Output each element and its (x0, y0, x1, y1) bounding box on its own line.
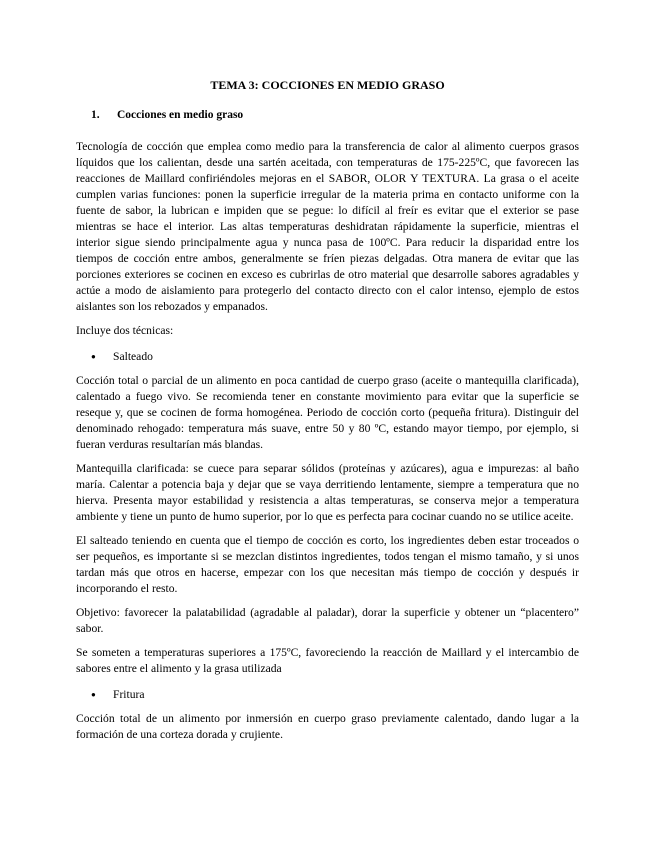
bullet-icon: ● (91, 352, 96, 361)
bullet-salteado (91, 349, 579, 365)
bullet-fritura-label: Fritura (113, 688, 145, 701)
intro-paragraph: Tecnología de cocción que emplea como medio para la transferencia de calor al alimento cuerpos grasos líquidos que los calientan, desde una sartén aceitada, con temperaturas de 175-225ºC, que favorecen las reacciones de Maillard confiriéndoles mejoras en el SABOR, OLOR Y TEXTURA. La grasa o el aceite cumplen varias funciones: ponen la superficie irregular de la materia prima en contacto uniforme con la fuente de sabor, la lubrican e impiden que se pegue: lo difícil al freír es evitar que el exterior se pase mientras se hace el interior. Las altas temperaturas deshidratan rápidamente la superficie, mientras el interior sigue siendo principalmente agua y nunca pasa de 100ºC. Para reducir la disparidad entre los tiempos de cocción entre ambos, generalmente se fríen piezas delgadas. Otra manera de evitar que las porciones exteriores se cocinen en exceso es cubrirlas de otro material que desarrolle sabores agradables y actúe a modo de aislamiento para protegerlo del contacto directo con el calor intenso, ejemplo de estos aislantes son los rebozados y empanados. (76, 140, 579, 313)
bullet-fritura (91, 687, 579, 703)
mantequilla-paragraph: Mantequilla clarificada: se cuece para separar sólidos (proteínas y azúcares), agua e impurezas: al baño maría. Calentar a potencia baja y dejar que se vaya derritiendo lentamente, siempre a temperatura que no hierva. Presenta mayor estabilidad y resistencia a altas temperaturas, se conserva mejor a temperatura ambiente y tiene un punto de humo superior, por lo que es perfecta para cocinar cuando no se utilice aceite. (76, 462, 579, 523)
document-title: TEMA 3: COCCIONES EN MEDIO GRASO (210, 78, 445, 92)
salteado-ingredients-paragraph: El salteado teniendo en cuenta que el tiempo de cocción es corto, los ingredientes deben estar troceados o ser pequeños, es importante si se mezclan distintos ingredientes, todos tengan el mismo tamaño, y si unos tardan más que otros en hacerse, empezar con los que necesitan más tiempo de cocción y después ir incorporando el resto. (76, 534, 579, 595)
bullet-salteado-label: Salteado (113, 350, 153, 363)
temperatura-paragraph: Se someten a temperaturas superiores a 175ºC, favoreciendo la reacción de Maillard y el intercambio de sabores entre el alimento y la grasa utilizada (76, 646, 579, 675)
salteado-definition: Cocción total o parcial de un alimento en poca cantidad de cuerpo graso (aceite o mantequilla clarificada), calentado a fuego vivo. Se recomienda tener en constante movimiento para evitar que la superficie se reseque y, que se cocinen de forma homogénea. Periodo de cocción corto (pequeña fritura). Distinguir del denominado rehogado: temperatura más suave, entre 50 y 80 ºC, estando mayor tiempo, por ejemplo, si fueran verduras resultarían más blandas. (76, 374, 579, 451)
bullet-icon: ● (91, 690, 96, 699)
fritura-definition: Cocción total de un alimento por inmersión en cuerpo graso previamente calentado, dando lugar a la formación de una corteza dorada y crujiente. (76, 712, 579, 741)
section-label: Cocciones en medio graso (117, 109, 244, 121)
section-number: 1. (91, 109, 100, 121)
section-heading (91, 108, 579, 122)
objetivo-paragraph: Objetivo: favorecer la palatabilidad (agradable al paladar), dorar la superficie y obtener un “placentero” sabor. (76, 606, 579, 635)
techniques-intro: Incluye dos técnicas: (76, 324, 174, 337)
